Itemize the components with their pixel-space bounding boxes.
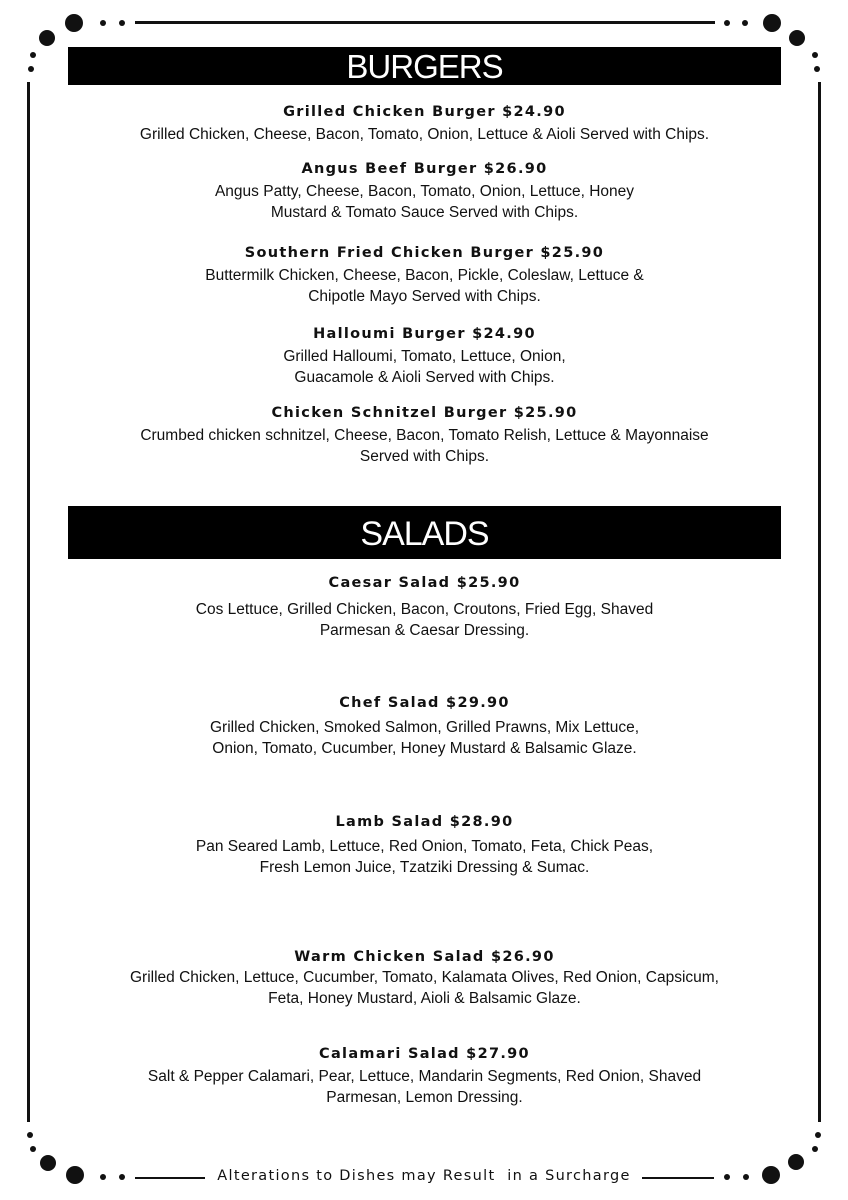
menu-item-title: Warm Chicken Salad $26.90 (294, 949, 555, 965)
corner-dot (724, 20, 730, 26)
menu-item-description: Buttermilk Chicken, Cheese, Bacon, Pickle, Coleslaw, Lettuce & Chipotle Mayo Served with Chips. (205, 267, 644, 305)
menu-item-title: Angus Beef Burger $26.90 (301, 161, 548, 177)
corner-dot (39, 30, 55, 46)
menu-item-description: Grilled Chicken, Cheese, Bacon, Tomato, Onion, Lettuce & Aioli Served with Chips. (139, 126, 710, 143)
menu-item-description: Grilled Chicken, Smoked Salmon, Grilled Prawns, Mix Lettuce, Onion, Tomato, Cucumber, Honey Mustard & Balsamic Glaze. (210, 719, 639, 757)
corner-dot (119, 20, 125, 26)
corner-dot (27, 1132, 33, 1138)
menu-item (68, 243, 781, 307)
menu-item (68, 812, 781, 878)
menu-item-description: Crumbed chicken schnitzel, Cheese, Bacon, Tomato Relish, Lettuce & Mayonnaise Served with Chips. (140, 427, 709, 465)
menu-item-title: Halloumi Burger $24.90 (313, 326, 536, 342)
menu-item (68, 102, 781, 145)
menu-item-description: Angus Patty, Cheese, Bacon, Tomato, Onion, Lettuce, Honey Mustard & Tomato Sauce Served with Chips. (214, 183, 635, 221)
menu-item-description: Pan Seared Lamb, Lettuce, Red Onion, Tomato, Feta, Chick Peas, Fresh Lemon Juice, Tzatziki Dressing & Sumac. (195, 838, 654, 876)
frame-top-line (135, 21, 715, 24)
corner-dot (30, 52, 36, 58)
menu-item-title: Caesar Salad $25.90 (328, 575, 521, 591)
frame-left-line (27, 82, 30, 1122)
corner-dot (28, 66, 34, 72)
menu-item (68, 573, 781, 641)
menu-item-description: Salt & Pepper Calamari, Pear, Lettuce, Mandarin Segments, Red Onion, Shaved Parmesan, Lemon Dressing. (147, 1068, 702, 1106)
corner-dot (100, 20, 106, 26)
footer-note-text: Alterations to Dishes may Result in a Surcharge (211, 1168, 636, 1184)
frame-right-line (818, 82, 821, 1122)
section-heading-burgers (68, 47, 781, 85)
corner-dot (814, 66, 820, 72)
corner-dot (812, 52, 818, 58)
corner-dot (789, 30, 805, 46)
corner-dot (65, 14, 83, 32)
menu-item-title: Chicken Schnitzel Burger $25.90 (271, 405, 578, 421)
menu-item (68, 1044, 781, 1108)
menu-item-description: Cos Lettuce, Grilled Chicken, Bacon, Croutons, Fried Egg, Shaved Parmesan & Caesar Dressing. (195, 601, 654, 639)
section-heading-text: SALADS (360, 515, 489, 553)
menu-item-title: Lamb Salad $28.90 (335, 814, 514, 830)
corner-dot (742, 20, 748, 26)
menu-item-description: Grilled Halloumi, Tomato, Lettuce, Onion, Guacamole & Aioli Served with Chips. (283, 348, 566, 386)
menu-item (68, 403, 781, 467)
menu-item (68, 947, 781, 1009)
menu-item (68, 159, 781, 223)
menu-item-description: Grilled Chicken, Lettuce, Cucumber, Tomato, Kalamata Olives, Red Onion, Capsicum, Feta, Honey Mustard, Aioli & Balsamic Glaze. (130, 969, 719, 1007)
menu-item-title: Calamari Salad $27.90 (319, 1046, 530, 1062)
menu-item-title: Southern Fried Chicken Burger $25.90 (244, 245, 605, 261)
footer-note (0, 1168, 848, 1184)
section-heading-text: BURGERS (346, 48, 503, 85)
menu-item (68, 324, 781, 388)
corner-dot (812, 1146, 818, 1152)
menu-item-title: Grilled Chicken Burger $24.90 (283, 104, 566, 120)
corner-dot (815, 1132, 821, 1138)
section-heading-salads (68, 506, 781, 559)
menu-item (68, 693, 781, 759)
menu-item-title: Chef Salad $29.90 (339, 695, 510, 711)
corner-dot (763, 14, 781, 32)
corner-dot (30, 1146, 36, 1152)
